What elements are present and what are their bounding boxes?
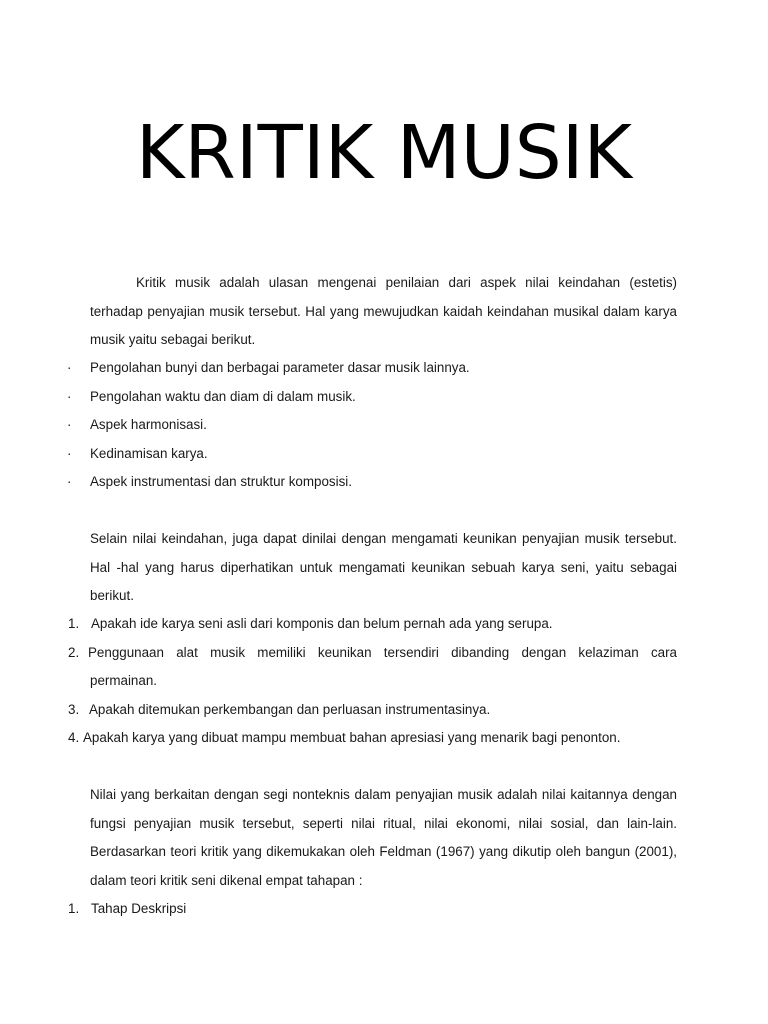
list-item [68,610,677,639]
intro-paragraph: Kritik musik adalah ulasan mengenai penilaian dari aspek nilai keindahan (estetis) terhadap penyajian musik tersebut. Hal yang mewujudkan kaidah keindahan musikal dalam karya musik yaitu sebagai berikut. [90,275,677,347]
bullet-marker: · [67,417,72,432]
list-item-text-line1: Penggunaan alat musik memiliki keunikan tersendiri dibanding dengan kelaziman cara [88,645,677,660]
list-item [68,639,677,668]
list-number: 2. [68,645,80,660]
bullet-text: Pengolahan bunyi dan berbagai parameter dasar musik lainnya. [90,360,470,375]
bullet-marker: · [67,360,72,375]
nontechnical-paragraph: Nilai yang berkaitan dengan segi nonteknis dalam penyajian musik adalah nilai kaitannya dengan fungsi penyajian musik tersebut, seperti nilai ritual, nilai ekonomi, nilai sosial, dan lain-lain. Berdasarkan teori kritik yang dikemukakan oleh Feldman (1967) yang dikutip oleh bangun (2001), dalam teori kritik seni dikenal empat tahapan : [90,787,677,888]
list-item [68,895,677,924]
list-item [68,696,677,725]
bullet-marker: · [67,389,72,404]
bullet-text: Pengolahan waktu dan diam di dalam musik. [90,389,356,404]
list-item-text: Tahap Deskripsi [91,901,187,916]
bullet-text: Kedinamisan karya. [90,446,208,461]
uniqueness-paragraph: Selain nilai keindahan, juga dapat dinilai dengan mengamati keunikan penyajian musik tersebut. Hal -hal yang harus diperhatikan untuk mengamati keunikan sebuah karya seni, yaitu sebagai berikut. [90,531,677,603]
list-number: 1. [68,616,80,631]
list-number: 3. [68,702,80,717]
document-title: KRITIK MUSIK [135,110,633,196]
bullet-marker: · [67,446,72,461]
bullet-text: Aspek harmonisasi. [90,417,207,432]
list-number: 4. [68,730,80,745]
bullet-marker: · [67,474,72,489]
list-item [68,724,677,753]
list-item-text: Apakah ide karya seni asli dari komponis dan belum pernah ada yang serupa. [91,616,553,631]
list-number: 1. [68,901,80,916]
list-item-text: Apakah ditemukan perkembangan dan perluasan instrumentasinya. [89,702,491,717]
bullet-text: Aspek instrumentasi dan struktur komposisi. [90,474,352,489]
list-item-text-line2: permainan. [90,673,157,688]
list-item-text: Apakah karya yang dibuat mampu membuat bahan apresiasi yang menarik bagi penonton. [83,730,621,745]
